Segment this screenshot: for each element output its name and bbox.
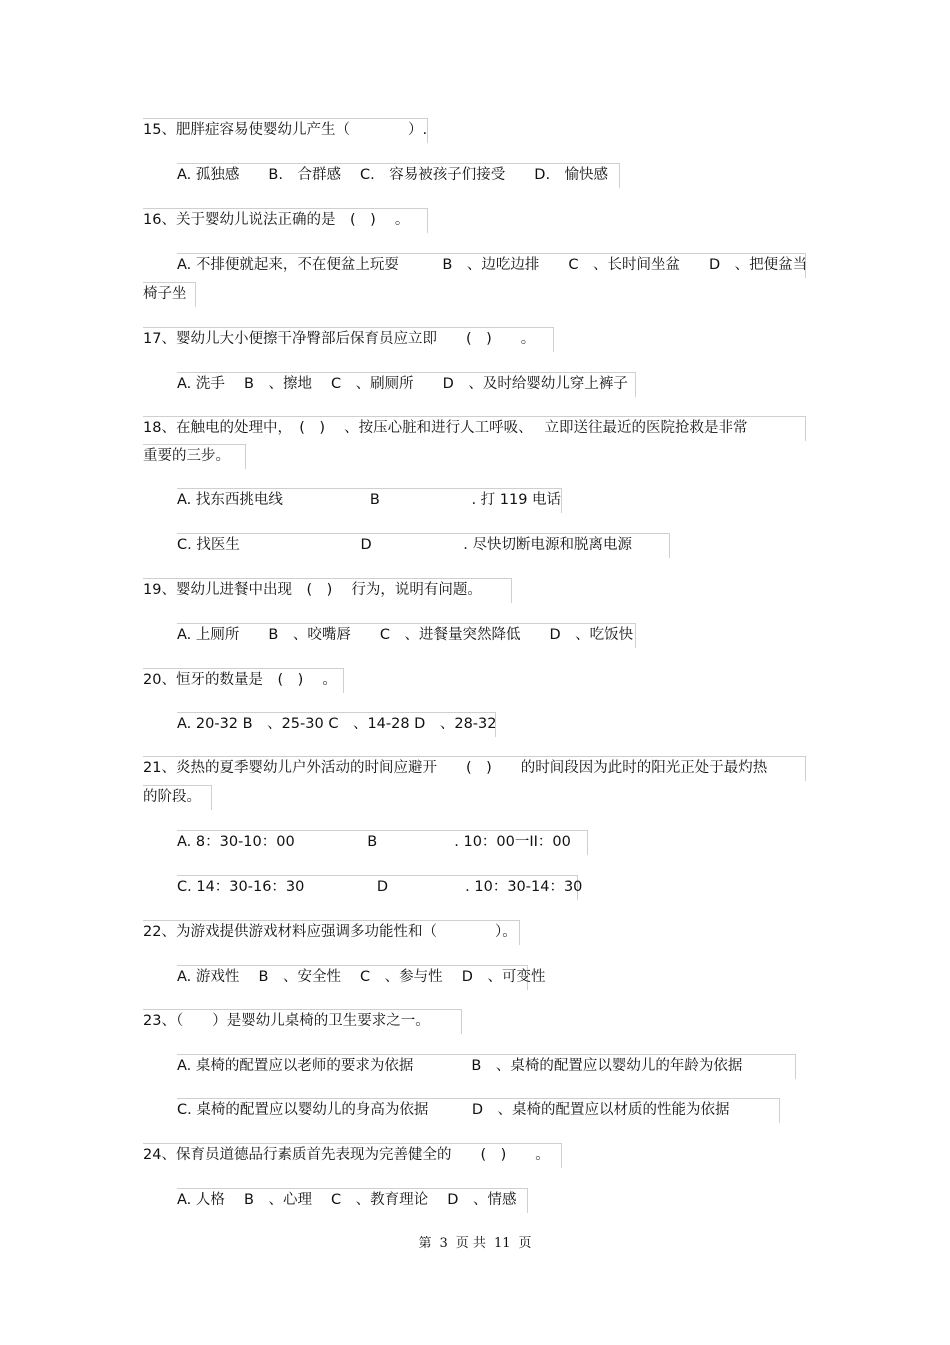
footer-suffix: 页	[518, 1236, 532, 1251]
footer-page-number: 3	[439, 1236, 448, 1251]
q23-option-a-b: A. 桌椅的配置应以老师的要求为依据 B 、桌椅的配置应以婴幼儿的年龄为依据	[177, 1058, 743, 1074]
q18-option-c-d: C. 找医生 D . 尽快切断电源和脱离电源	[177, 537, 632, 553]
q19-stem: 19、婴幼儿进餐中出现 ( ) 行为，说明有问题。	[143, 582, 482, 598]
q18-stem: 18、在触电的处理中， ( ) 、按压心脏和进行人工呼吸、 立即送往最近的医院抢救是非常	[143, 420, 748, 436]
q23-stem: 23、（ ）是婴幼儿桌椅的卫生要求之一。	[143, 1013, 430, 1029]
q15-stem: 15、肥胖症容易使婴幼儿产生（ ）.	[143, 122, 428, 138]
q22-options: A. 游戏性 B 、安全性 C 、参与性 D 、可变性	[177, 969, 546, 985]
q18-option-a-b: A. 找东西挑电线 B . 打 119 电话	[177, 492, 562, 508]
footer-mid: 页 共	[455, 1236, 486, 1251]
page-footer	[0, 1234, 950, 1254]
q24-options: A. 人格 B 、心理 C 、教育理论 D 、情感	[177, 1192, 517, 1208]
q16-options: A. 不排便就起来，不在便盆上玩耍 B 、边吃边排 C 、长时间坐盆 D 、把便盆当	[177, 257, 808, 273]
footer-prefix: 第	[418, 1236, 432, 1251]
q20-options: A. 20-32 B 、25-30 C 、14-28 D 、28-32	[177, 716, 497, 732]
q21-stem: 21、炎热的夏季婴幼儿户外活动的时间应避开 ( ) 的时间段因为此时的阳光正处于最灼热	[143, 760, 768, 776]
q20-stem: 20、恒牙的数量是 ( ) 。	[143, 672, 337, 688]
q18-continuation: 重要的三步。	[143, 448, 230, 464]
footer-total-pages: 11	[493, 1236, 511, 1251]
q21-option-a-b: A. 8：30-10：00 B . 10：00一II：00	[177, 834, 571, 850]
q17-options: A. 洗手 B 、擦地 C 、刷厕所 D 、及时给婴幼儿穿上裤子	[177, 376, 628, 392]
q19-options: A. 上厕所 B 、咬嘴唇 C 、进餐量突然降低 D 、吃饭快	[177, 627, 634, 643]
q17-stem: 17、婴幼儿大小便擦干净臀部后保育员应立即 ( ) 。	[143, 331, 536, 347]
q21-option-c-d: C. 14：30-16：30 D . 10：30-14：30	[177, 879, 583, 895]
q15-options: A. 孤独感 B. 合群感 C. 容易被孩子们接受 D. 愉快感	[177, 167, 609, 183]
q23-option-c-d: C. 桌椅的配置应以婴幼儿的身高为依据 D 、桌椅的配置应以材质的性能为依据	[177, 1102, 730, 1118]
q16-stem: 16、关于婴幼儿说法正确的是 ( ) 。	[143, 212, 410, 228]
q16-continuation: 椅子坐	[143, 286, 187, 302]
q21-continuation: 的阶段。	[143, 789, 201, 805]
q24-stem: 24、保育员道德品行素质首先表现为完善健全的 ( ) 。	[143, 1147, 550, 1163]
q22-stem: 22、为游戏提供游戏材料应强调多功能性和（ ）。	[143, 924, 517, 940]
